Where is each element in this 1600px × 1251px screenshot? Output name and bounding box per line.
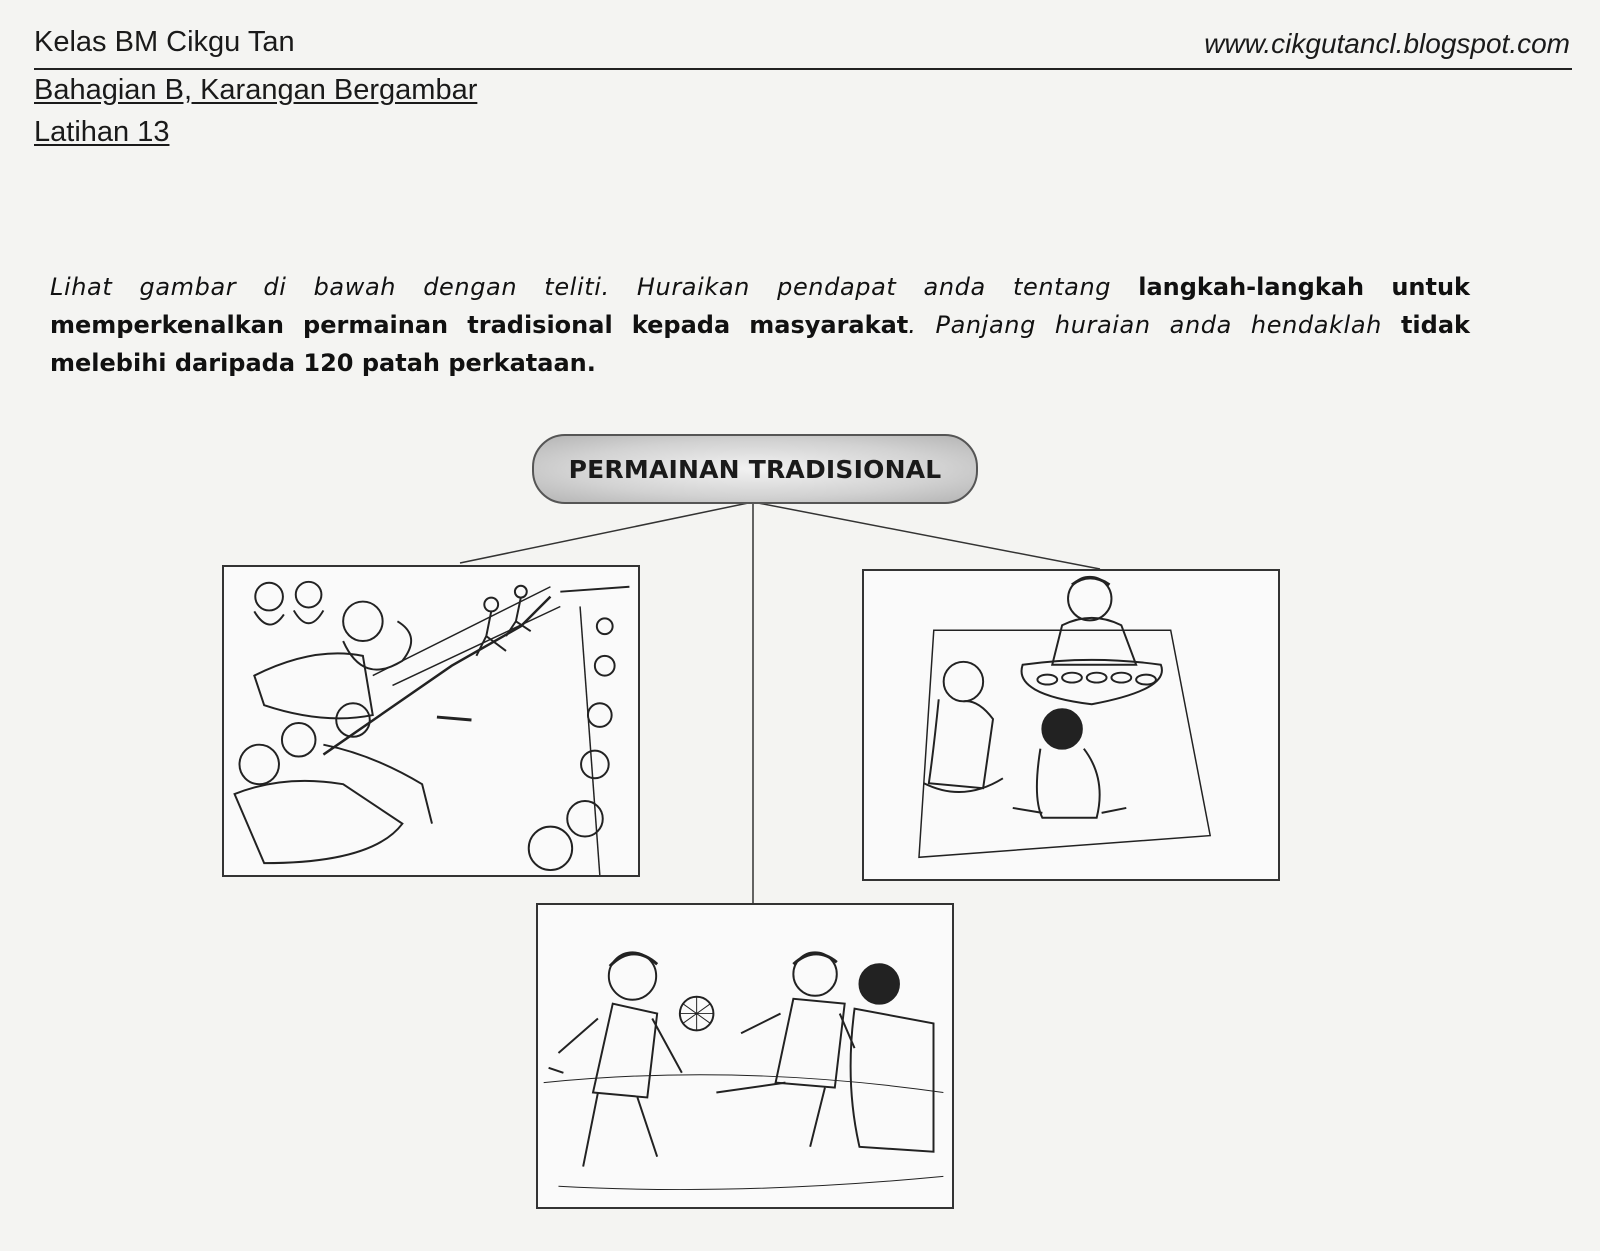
- instruction-part1: Lihat gambar di bawah dengan teliti. Huraikan pendapat anda tentang: [50, 273, 1139, 301]
- header-url: www.cikgutancl.blogspot.com: [1204, 28, 1570, 59]
- instruction-part3: . Panjang huraian anda hendaklah: [908, 311, 1401, 339]
- sepak-raga-illustration: [538, 905, 952, 1207]
- section-heading: Bahagian B, Karangan Bergambar: [34, 74, 478, 106]
- congkak-panel: [862, 569, 1280, 881]
- congkak-illustration: [864, 571, 1278, 879]
- sepak-raga-panel: [536, 903, 954, 1209]
- exercise-heading: Latihan 13: [34, 116, 170, 148]
- instruction-part4: tidak melebihi daripada 120 patah perkataan.: [50, 311, 1470, 377]
- tug-of-war-illustration: [224, 567, 638, 875]
- diagram-title: PERMAINAN TRADISIONAL: [532, 434, 978, 504]
- tug-of-war-panel: [222, 565, 640, 877]
- header-title: Kelas BM Cikgu Tan: [34, 26, 295, 58]
- instruction-part2: langkah-langkah untuk memperkenalkan permainan tradisional kepada masyarakat: [50, 273, 1471, 339]
